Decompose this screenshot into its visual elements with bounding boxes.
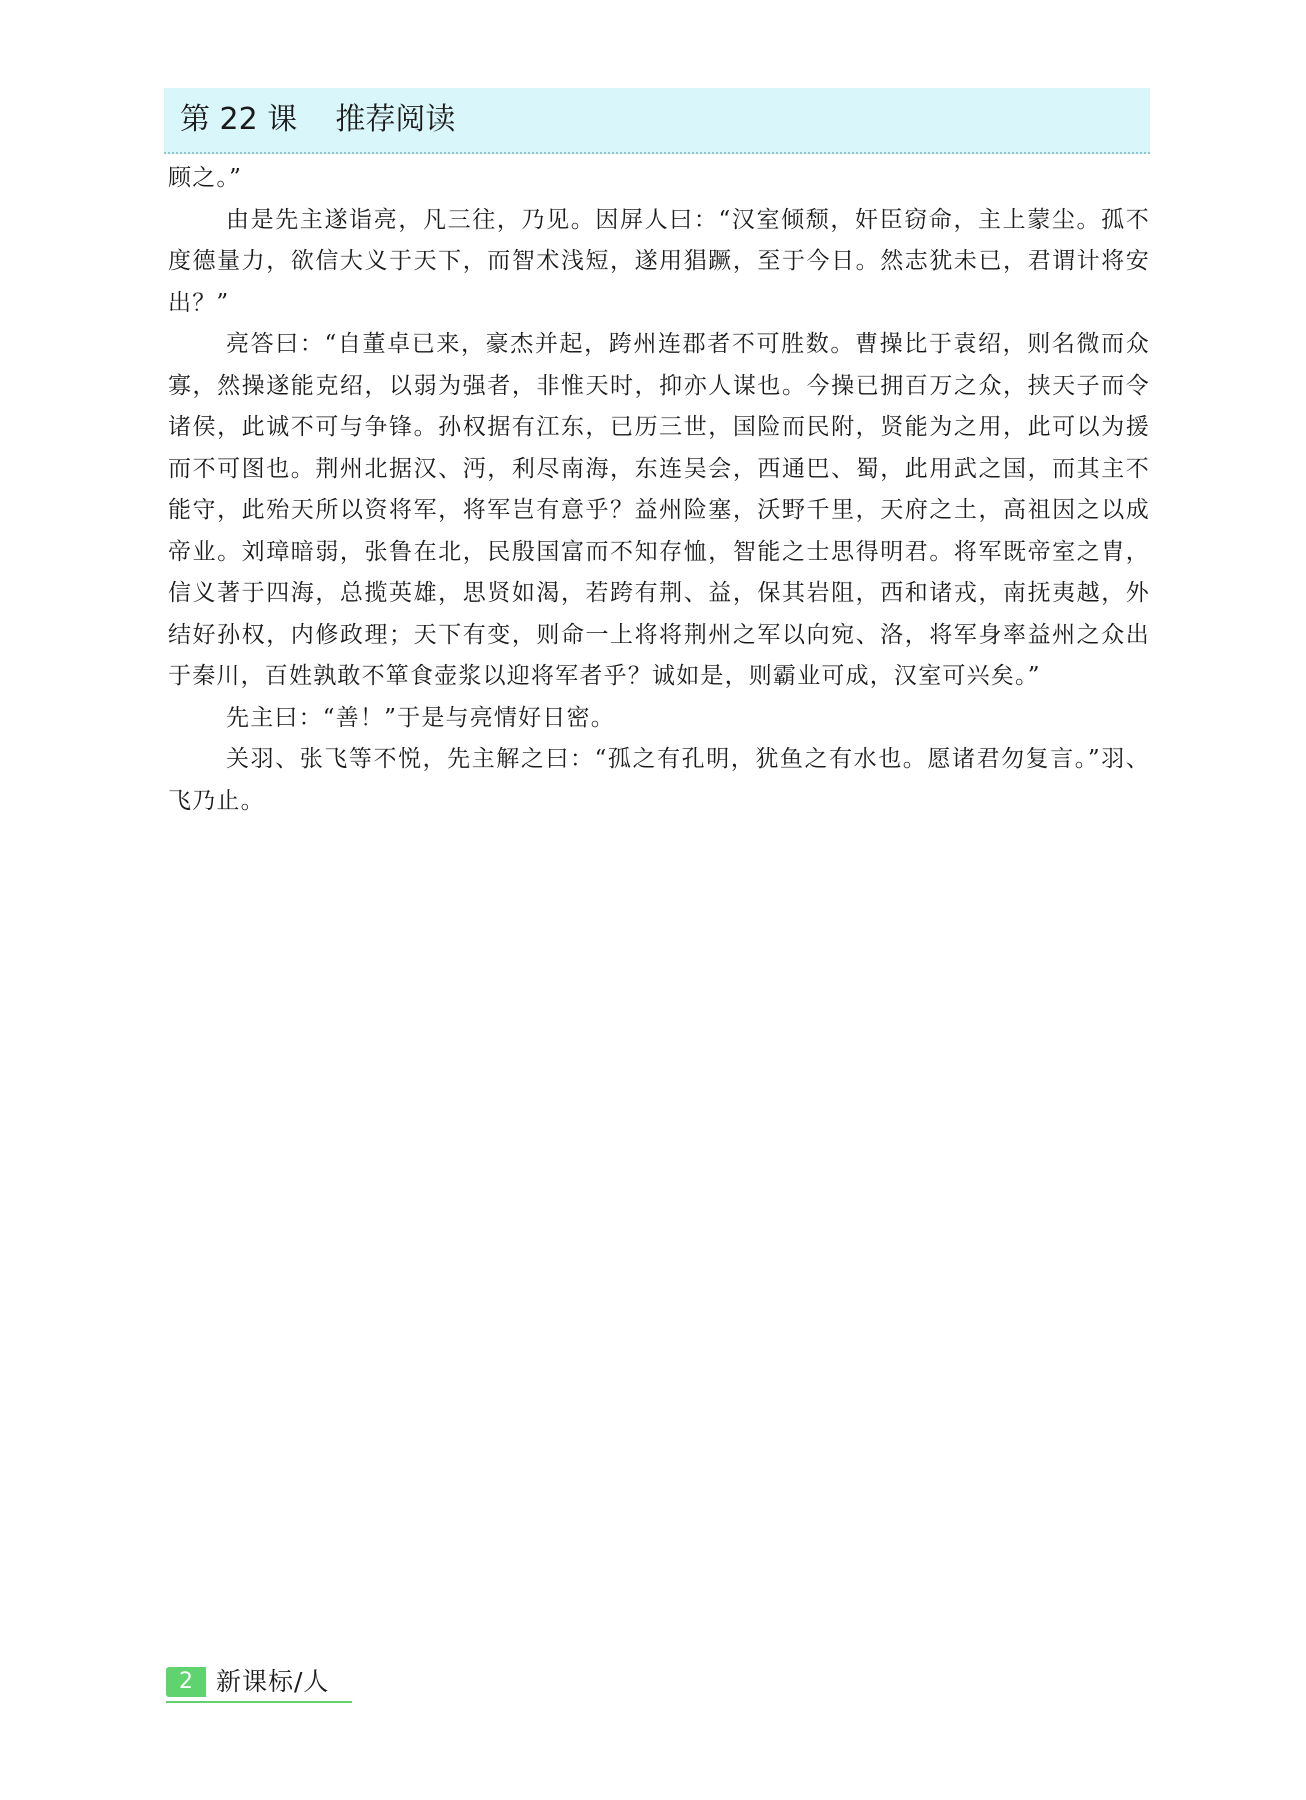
article-body [168,158,1150,822]
paragraph: 亮答曰：“自董卓已来，豪杰并起，跨州连郡者不可胜数。曹操比于袁绍，则名微而众寡，然操遂能克绍，以弱为强者，非惟天时，抑亦人谋也。今操已拥百万之众，挟天子而令诸侯，此诚不可与争锋。孙权据有江东，已历三世，国险而民附，贤能为之用，此可以为援而不可图也。荆州北据汉、沔，利尽南海，东连吴会，西通巴、蜀，此用武之国，而其主不能守，此殆天所以资将军，将军岂有意乎？益州险塞，沃野千里，天府之土，高祖因之以成帝业。刘璋暗弱，张鲁在北，民殷国富而不知存恤，智能之士思得明君。将军既帝室之胄，信义著于四海，总揽英雄，思贤如渴，若跨有荆、益，保其岩阻，西和诸戎，南抚夷越，外结好孙权，内修政理；天下有变，则命一上将将荆州之军以向宛、洛，将军身率益州之众出于秦川，百姓孰敢不箪食壶浆以迎将军者乎？诚如是，则霸业可成，汉室可兴矣。” [168,331,1150,689]
page-number-badge: 2 [166,1667,206,1697]
footer-divider [166,1701,352,1703]
paragraph: 关羽、张飞等不悦，先主解之曰：“孤之有孔明，犹鱼之有水也。愿诸君勿复言。”羽、飞乃止。 [168,746,1150,814]
series-label: 新课标/人 [216,1667,330,1696]
paragraph-continuation: 顾之。” [168,165,243,191]
paragraph: 由是先主遂诣亮，凡三往，乃见。因屏人曰：“汉室倾颓，奸臣窃命，主上蒙尘。孤不度德量力，欲信大义于天下，而智术浅短，遂用猖蹶，至于今日。然志犹未已，君谓计将安出？” [168,206,1150,316]
paragraph: 先主曰：“善！”于是与亮情好日密。 [226,704,615,731]
page-footer [166,1665,352,1703]
page-title: 第 22 课 推荐阅读 [180,102,456,137]
